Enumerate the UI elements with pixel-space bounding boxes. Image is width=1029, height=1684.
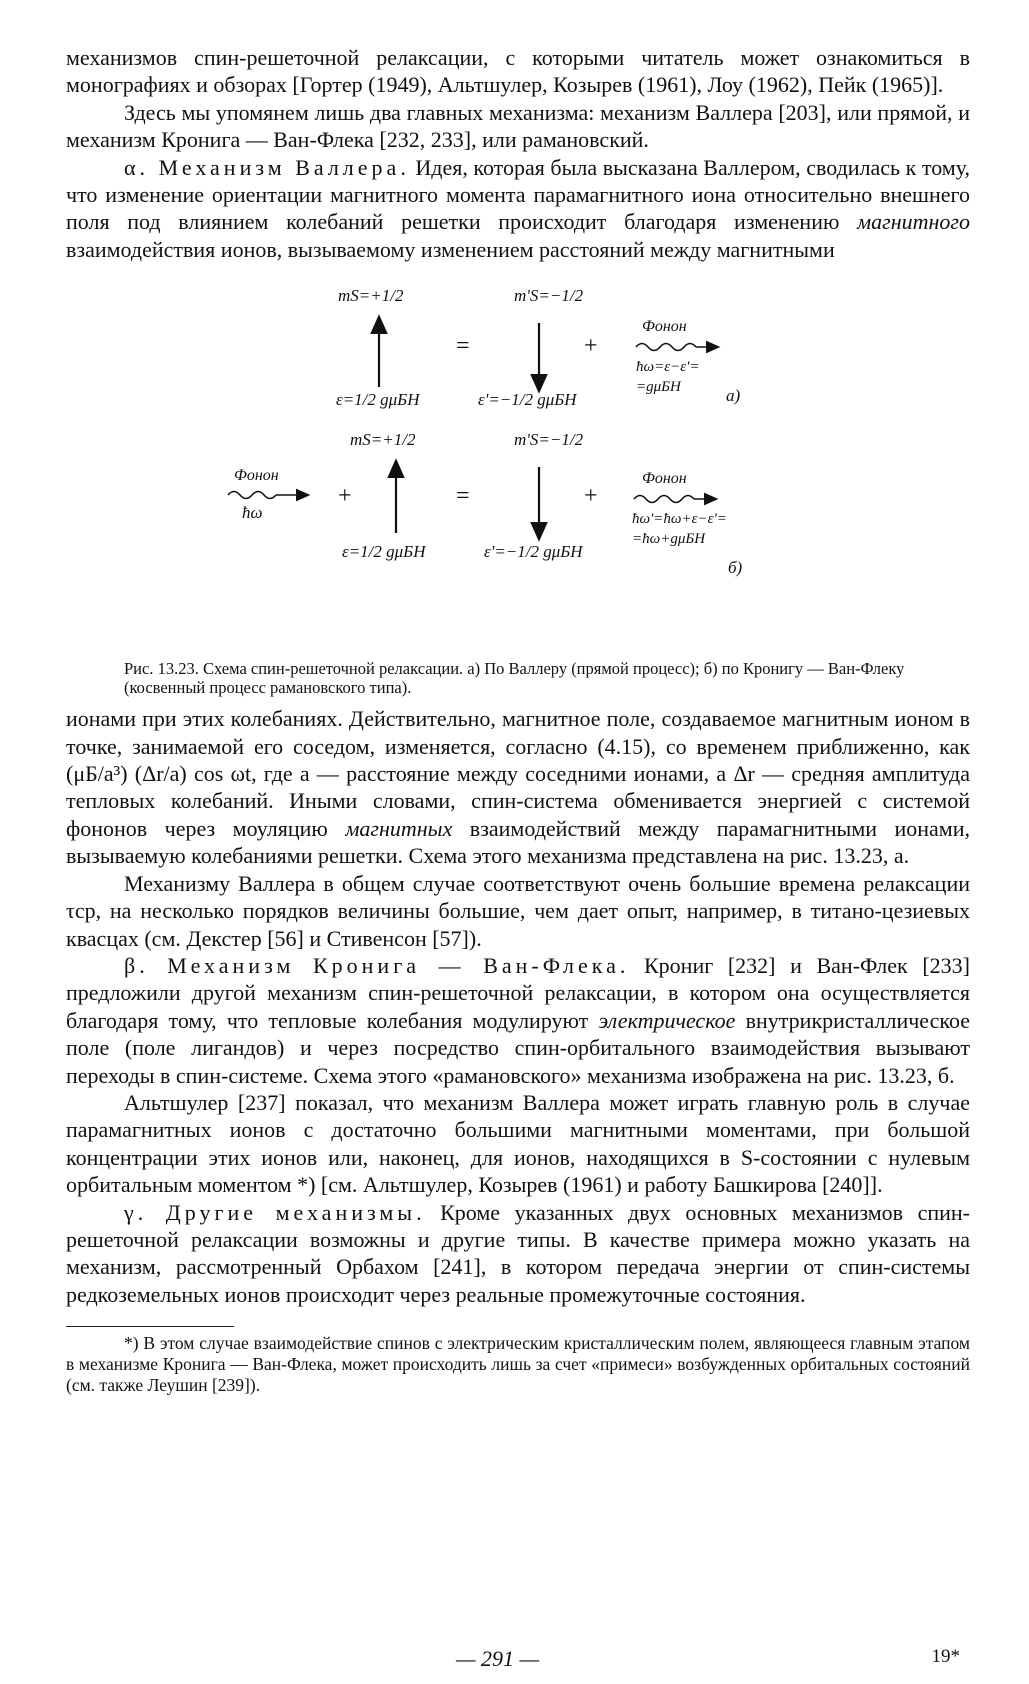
signature-mark: 19* xyxy=(931,1646,960,1667)
paragraph-relaxation-times: Механизму Валлера в общем случае соответствуют очень большие времена релаксации τср, на несколько порядков величины большие, чем дает опыт, например, в титано-цезиевых квасцах (см. Декстер [56] и Стивенсон [57]). xyxy=(66,870,970,951)
fig-a-energy-down: ε'=−1/2 gμБH xyxy=(478,390,577,410)
paragraph-waller-cont: ионами при этих колебаниях. Действительно, магнитное поле, создаваемое магнитным ионом в точке, занимаемой его соседом, изменяется, согласно (4.15), со временем приближенно, как (μБ/a³) (Δr/a) cos ωt, где a — расстояние между соседними ионами, а Δr — средняя амплитуда тепловых колебаний. Иными словами, спин-система обменивается энергией с системой фононов через моуляцию магнитных взаимодействий между парамагнитными ионами, вызываемую колебаниями решетки. Схема этого механизма представлена на рис. 13.23, а. xyxy=(66,706,970,869)
fig-a-phonon-label: Фонон xyxy=(642,318,687,336)
paragraph-waller: α. Механизм Валлера. Идея, которая была высказана Валлером, сводилась к тому, что изменение ориентации магнитного момента парамагнитного иона относительно внешнего поля под влиянием колебаний решетки происходит благодаря изменению магнитного взаимодействия ионов, вызываемому изменением расстояний между магнитными xyxy=(66,154,971,262)
fig-b-plus-left: + xyxy=(338,483,352,510)
fig-a-energy-up: ε=1/2 gμБH xyxy=(336,390,420,410)
paragraph-kronig: β. Механизм Кронига — Ван-Флека. Крониг [232] и Ван-Флек [233] предложили другой механизм спин-решеточной релаксации, в котором она осуществляется благодаря тому, что тепловые колебания модулируют электрическое внутрикристаллическое поле (поле лигандов) и через посредство спин-орбитального взаимодействия вызывают переходы в спин-системе. Схема этого «рамановского» механизма изображена на рис. 13.23, б. xyxy=(66,952,970,1088)
fig-b-ms-down: m'S=−1/2 xyxy=(514,430,584,450)
figure-caption: Рис. 13.23. Схема спин-решеточной релаксации. а) По Валлеру (прямой процесс); б) по Кронигу — Ван-Флеку (косвенный процесс рамановского типа). xyxy=(124,659,905,698)
fig-a-phonon-eq1: ħω=ε−ε'= xyxy=(636,359,700,376)
fig-b-phonon-eq2: =ħω+gμБH xyxy=(632,531,706,548)
fig-b-tag: б) xyxy=(728,558,743,578)
section-heading-waller: α. Механизм Валлера. xyxy=(124,154,410,180)
page-number: — 291 — xyxy=(456,1646,540,1671)
footnote-rule xyxy=(66,1326,234,1327)
fig-a-ms-up: mS=+1/2 xyxy=(338,286,404,306)
paragraph-two-mechanisms: Здесь мы упомянем лишь два главных механизма: механизм Валлера [203], или прямой, и механизм Кронига — Ван-Флека [232, 233], или рамановский. xyxy=(66,99,970,153)
paragraph-other: γ. Другие механизмы. Кроме указанных двух основных механизмов спин-решеточной релаксации возможны и другие типы. В качестве примера можно указать на механизм, рассмотренный Орбахом [241], в котором передача энергии от спин-системы редкоземельных ионов происходит через реальные промежуточные состояния. xyxy=(66,1199,970,1307)
fig-a-plus: + xyxy=(584,333,598,360)
fig-b-equals: = xyxy=(456,483,470,510)
fig-b-energy-up: ε=1/2 gμБH xyxy=(342,542,426,562)
fig-b-phonon-wave xyxy=(634,496,694,503)
fig-b-phonon-eq1: ħω'=ħω+ε−ε'= xyxy=(632,511,727,528)
fig-a-phonon-wave xyxy=(636,344,696,351)
section-heading-kronig: β. Механизм Кронига — Ван-Флека. xyxy=(124,952,630,978)
page-body xyxy=(66,44,971,1671)
fig-b-plus-right: + xyxy=(584,483,598,510)
fig-b-in-phonon-symbol: ħω xyxy=(242,503,263,523)
fig-b-ms-up: mS=+1/2 xyxy=(350,430,416,450)
section-heading-other: γ. Другие механизмы. xyxy=(124,1199,426,1225)
paragraph-altshuler: Альтшулер [237] показал, что механизм Валлера может играть главную роль в случае парамагнитных ионов с достаточно большими магнитными моментами, при большой концентрации этих ионов или, наконец, для ионов, находящихся в S-состоянии с нулевым орбитальным моментом *) [см. Альтшулер, Козырев (1961) и работу Башкирова [240]]. xyxy=(66,1089,970,1198)
fig-b-in-phonon-wave xyxy=(228,492,276,499)
fig-a-tag: а) xyxy=(726,386,741,406)
relaxation-scheme-diagram xyxy=(66,275,970,655)
footnote: *) В этом случае взаимодействие спинов с электрическим кристаллическим полем, являющееся главным этапом в механизме Кронига — Ван-Флека, может происходить лишь за счет «примеси» возбужденных орбитальных состояний (см. также Леушин [239]). xyxy=(66,1333,970,1396)
fig-a-phonon-eq2: =gμБH xyxy=(636,379,681,396)
fig-a-ms-down: m'S=−1/2 xyxy=(514,286,584,306)
fig-b-phonon-label: Фонон xyxy=(642,470,687,488)
fig-a-equals: = xyxy=(456,333,470,360)
paragraph-intro-cont: механизмов спин-решеточной релаксации, с которыми читатель может ознакомиться в монографиях и обзорах [Гортер (1949), Альтшулер, Козырев (1961), Лоу (1962), Пейк (1965)]. xyxy=(66,45,970,98)
fig-b-in-phonon-label: Фонон xyxy=(234,467,279,485)
figure-13-23 xyxy=(66,275,970,655)
fig-b-energy-down: ε'=−1/2 gμБH xyxy=(484,542,583,562)
